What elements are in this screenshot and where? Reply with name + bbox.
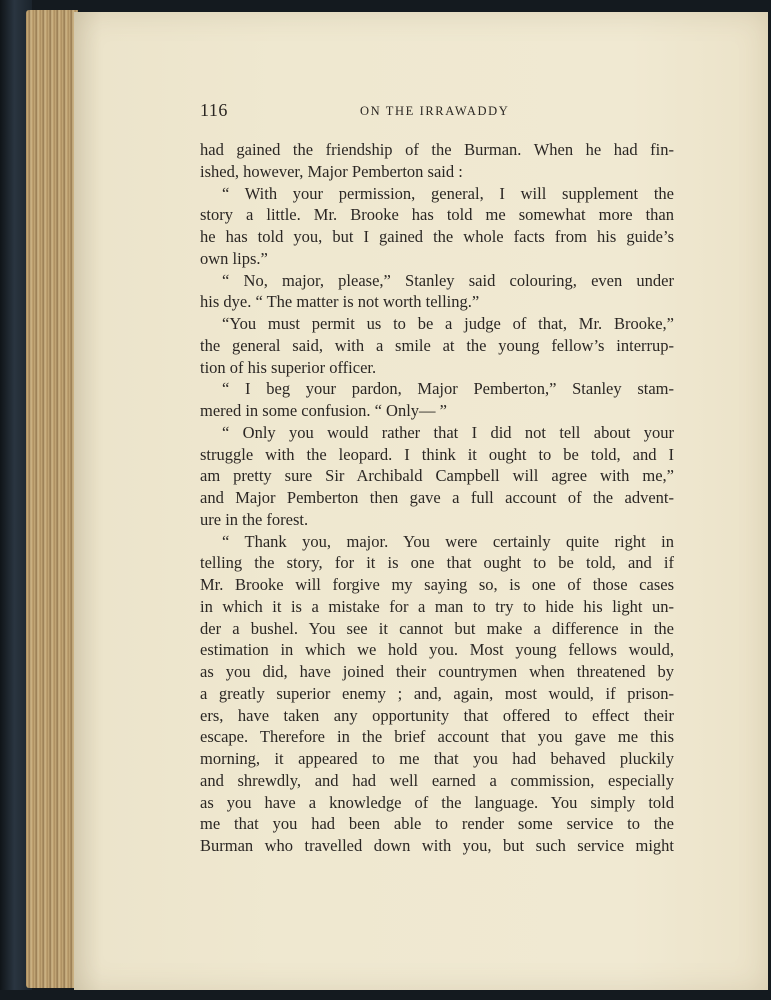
text-line: ished, however, Major Pemberton said : [200, 161, 463, 181]
text-line: am pretty sure Sir Archibald Campbell will agree with me,” [200, 466, 674, 486]
text-line: as you did, have joined their countrymen when threatened by [200, 662, 674, 681]
running-head [200, 100, 675, 124]
text-line: Burman who travelled down with you, but such service might [200, 836, 674, 855]
text-line: had gained the friendship of the Burman. When he had fin- [200, 140, 674, 159]
text-line: in which it is a mistake for a man to try to hide his light un- [200, 596, 674, 616]
text-line: “ Only you would rather that I did not tell about your [222, 422, 674, 442]
text-line: own lips.” [200, 248, 268, 268]
text-line: me that you had been able to render some service to the [200, 814, 674, 834]
text-line: ers, have taken any opportunity that offered to effect their [200, 705, 674, 725]
text-line: ure in the forest. [200, 509, 309, 529]
text-line: as you have a knowledge of the language. You simply told [200, 792, 674, 812]
text-line: “You must permit us to be a judge of that, Mr. Brooke,” [222, 314, 674, 333]
text-line: a greatly superior enemy ; and, again, most would, if prison- [200, 683, 674, 703]
page-stack-edges [26, 10, 78, 988]
text-line: “ Thank you, major. You were certainly quite right in [222, 531, 674, 551]
text-line: tion of his superior officer. [200, 357, 377, 377]
text-line: “ No, major, please,” Stanley said colouring, even under [222, 270, 674, 290]
text-line: Mr. Brooke will forgive my saying so, is one of those cases [200, 575, 674, 594]
text-line: the general said, with a smile at the young fellow’s interrup- [200, 335, 674, 355]
text-line: escape. Therefore in the brief account that you gave me this [200, 727, 674, 747]
text-line: der a bushel. You see it cannot but make a difference in the [200, 618, 674, 638]
text-line: story a little. Mr. Brooke has told me somewhat more than [200, 205, 674, 225]
text-line: struggle with the leopard. I think it ought to be told, and I [200, 444, 674, 464]
text-line: he has told you, but I gained the whole facts from his guide’s [200, 227, 674, 246]
text-line: his dye. “ The matter is not worth telling.” [200, 292, 480, 312]
text-line: morning, it appeared to me that you had behaved pluckily [200, 749, 674, 768]
text-line: estimation in which we hold you. Most young fellows would, [200, 640, 674, 660]
running-title: ON THE IRRAWADDY [360, 104, 510, 118]
text-line: mered in some confusion. “ Only— ” [200, 401, 447, 420]
text-line: “ I beg your pardon, Major Pemberton,” Stanley stam- [222, 379, 674, 399]
text-line: and Major Pemberton then gave a full account of the advent- [200, 488, 674, 507]
text-line: and shrewdly, and had well earned a commission, especially [200, 770, 674, 790]
body-text [200, 139, 674, 857]
text-line: “ With your permission, general, I will supplement the [222, 183, 674, 203]
page-number: 116 [200, 100, 228, 120]
text-line: telling the story, for it is one that ought to be told, and if [200, 553, 674, 573]
scan-bottom-border [0, 990, 771, 1000]
